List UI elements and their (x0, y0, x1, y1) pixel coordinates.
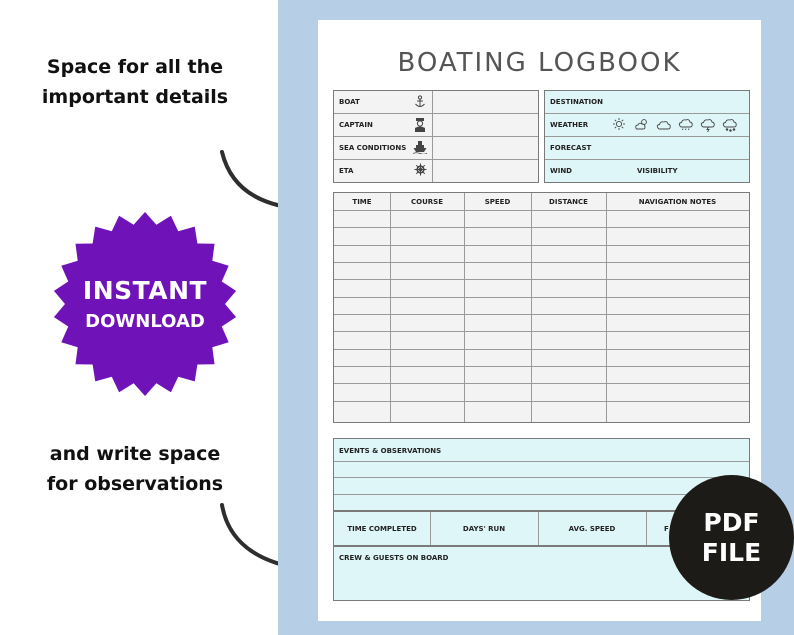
helm-icon (414, 163, 427, 176)
caption-line: important details (41, 86, 229, 108)
header-course: COURSE (411, 198, 443, 206)
table-row-line (334, 401, 749, 402)
table-row-line (334, 279, 749, 280)
table-row-line (334, 297, 749, 298)
anchor-icon (414, 95, 426, 109)
header-time: TIME (352, 198, 372, 206)
field-sea-conditions-label: SEA CONDITIONS (339, 144, 407, 152)
field-captain-label: CAPTAIN (339, 121, 373, 129)
table-row-line (334, 245, 749, 246)
header-distance: DISTANCE (549, 198, 588, 206)
badge-line-2: DOWNLOAD (85, 311, 205, 332)
ship-icon (413, 140, 427, 154)
events-label: EVENTS & OBSERVATIONS (339, 447, 442, 455)
days-run-label: DAYS' RUN (462, 525, 506, 533)
time-completed-label: TIME COMPLETED (347, 525, 417, 533)
field-weather-label: WEATHER (550, 121, 589, 129)
caption-line: for observations (46, 473, 224, 495)
caption-line: Space for all the (46, 56, 224, 78)
table-row-line (334, 349, 749, 350)
storm-icon (701, 120, 714, 132)
caption-line: and write space (49, 443, 221, 465)
header-navigation-notes: NAVIGATION NOTES (638, 198, 717, 206)
table-row-line (334, 331, 749, 332)
rain-icon (679, 120, 692, 130)
table-row-line (334, 210, 749, 211)
table-row-line (334, 383, 749, 384)
crew-label: CREW & GUESTS ON BOARD (339, 554, 449, 562)
snow-icon (723, 120, 736, 132)
sun-icon (613, 118, 625, 130)
fuel-label: F (664, 525, 669, 533)
avg-speed-label: AVG. SPEED (568, 525, 616, 533)
table-row-line (334, 262, 749, 263)
partly-cloudy-icon (636, 120, 647, 129)
captain-icon (414, 117, 426, 133)
header-speed: SPEED (484, 198, 511, 206)
pdf-file-badge (669, 475, 794, 600)
field-destination-label: DESTINATION (550, 98, 603, 106)
field-boat-label: BOAT (339, 98, 360, 106)
badge-line-1: INSTANT (82, 276, 208, 305)
table-row-line (334, 227, 749, 228)
page-title: BOATING LOGBOOK (397, 48, 682, 78)
table-row-line (334, 314, 749, 315)
pdf-line-2: FILE (701, 537, 762, 567)
voyage-info-box (544, 90, 750, 183)
field-forecast-label: FORECAST (550, 144, 592, 152)
pdf-line-1: PDF (703, 507, 760, 537)
weather-icons (612, 116, 738, 132)
vessel-info-box (333, 90, 539, 183)
instant-download-label (51, 210, 239, 398)
table-row-line (334, 366, 749, 367)
field-eta-label: ETA (339, 167, 354, 175)
navigation-table (333, 192, 750, 423)
cloud-icon (657, 122, 670, 129)
field-visibility-label: VISIBILITY (637, 167, 678, 175)
field-wind-label: WIND (550, 167, 572, 175)
